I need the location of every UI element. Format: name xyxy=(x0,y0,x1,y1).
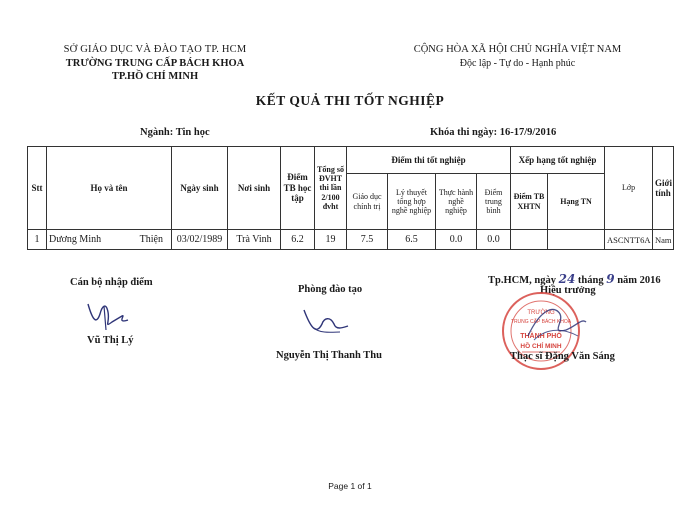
nation-motto: Độc lập - Tự do - Hạnh phúc xyxy=(459,58,576,69)
training-office-name: Nguyễn Thị Thanh Thu xyxy=(276,350,382,361)
principal-name: Thạc sĩ Đặng Văn Sáng xyxy=(510,351,615,362)
results-table xyxy=(27,146,674,250)
page-footer: Page 1 of 1 xyxy=(328,481,372,491)
col-gender: Giới tính xyxy=(653,147,674,230)
principal-title: Hiệu trưởng xyxy=(540,285,596,296)
school-name: TRƯỜNG TRUNG CẤP BÁCH KHOA xyxy=(65,58,245,69)
col-average: Điểm trung bình xyxy=(477,174,511,230)
school-city: TP.HỒ CHÍ MINH xyxy=(111,71,199,82)
col-rank-score: Điểm TB XHTN xyxy=(511,174,548,230)
date-prefix: Tp.HCM, ngày xyxy=(488,275,556,286)
data-entry-officer-name: Vũ Thị Lý xyxy=(87,335,134,346)
group-ranking: Xếp hạng tốt nghiệp xyxy=(511,147,605,174)
col-total-credits: Tổng số ĐVHT thi lần 2/100 đvht xyxy=(315,147,347,230)
svg-text:TRUNG CẤP BÁCH KHOA: TRUNG CẤP BÁCH KHOA xyxy=(510,319,572,325)
col-gpa: Điểm TB học tập xyxy=(281,147,315,230)
date-month: 9 xyxy=(606,272,615,286)
cell-given-name: Thiện xyxy=(139,234,163,245)
col-birth-place: Nơi sinh xyxy=(228,147,281,230)
date-day: 24 xyxy=(558,272,576,286)
exam-period: Khóa thi ngày: 16-17/9/2016 xyxy=(430,127,557,138)
training-office-title: Phòng đào tạo xyxy=(298,284,363,295)
date-year: năm 2016 xyxy=(617,275,661,286)
cell-rank xyxy=(548,230,605,250)
date-month-label: tháng xyxy=(577,275,604,286)
signature-scribble-3 xyxy=(520,300,590,350)
svg-text:HỒ CHÍ MINH: HỒ CHÍ MINH xyxy=(520,343,562,350)
major-label: Ngành: Tin học xyxy=(140,127,210,138)
cell-politics: 7.5 xyxy=(347,230,388,250)
issue-date xyxy=(488,272,661,286)
cell-gender: Nam xyxy=(653,230,674,250)
col-theory: Lý thuyết tổng hợp nghề nghiệp xyxy=(388,174,436,230)
cell-full-name xyxy=(47,230,172,250)
cell-total-credits: 19 xyxy=(315,230,347,250)
cell-practice: 0.0 xyxy=(436,230,477,250)
issuer-header xyxy=(40,44,270,82)
document-title: KẾT QUẢ THI TỐT NGHIỆP xyxy=(255,93,445,108)
svg-text:TRƯỜNG: TRƯỜNG xyxy=(527,310,555,316)
col-practice: Thực hành nghề nghiệp xyxy=(436,174,477,230)
signature-scribble-1 xyxy=(82,296,132,332)
col-rank: Hạng TN xyxy=(548,174,605,230)
cell-class: ASCNTT6A xyxy=(605,230,653,250)
col-politics: Giáo dục chính trị xyxy=(347,174,388,230)
group-exam-scores: Điểm thi tốt nghiệp xyxy=(347,147,511,174)
cell-birth-place: Trà Vinh xyxy=(228,230,281,250)
cell-average: 0.0 xyxy=(477,230,511,250)
data-entry-officer-title: Cán bộ nhập điểm xyxy=(70,277,153,288)
cell-surname: Dương Minh xyxy=(49,234,102,245)
department-name: SỞ GIÁO DỤC VÀ ĐÀO TẠO TP. HCM xyxy=(63,44,247,55)
cell-stt: 1 xyxy=(28,230,47,250)
svg-text:THÀNH PHỐ: THÀNH PHỐ xyxy=(520,333,562,340)
col-class: Lớp xyxy=(605,147,653,230)
table-row xyxy=(28,230,674,250)
cell-theory: 6.5 xyxy=(388,230,436,250)
col-birth-date: Ngày sinh xyxy=(172,147,228,230)
cell-birth-date: 03/02/1989 xyxy=(172,230,228,250)
cell-gpa: 6.2 xyxy=(281,230,315,250)
national-header xyxy=(395,44,640,69)
cell-rank-score xyxy=(511,230,548,250)
signature-scribble-2 xyxy=(300,302,360,338)
col-full-name: Họ và tên xyxy=(47,147,172,230)
nation-title: CỘNG HÒA XÃ HỘI CHỦ NGHĨA VIỆT NAM xyxy=(413,44,622,55)
col-stt: Stt xyxy=(28,147,47,230)
